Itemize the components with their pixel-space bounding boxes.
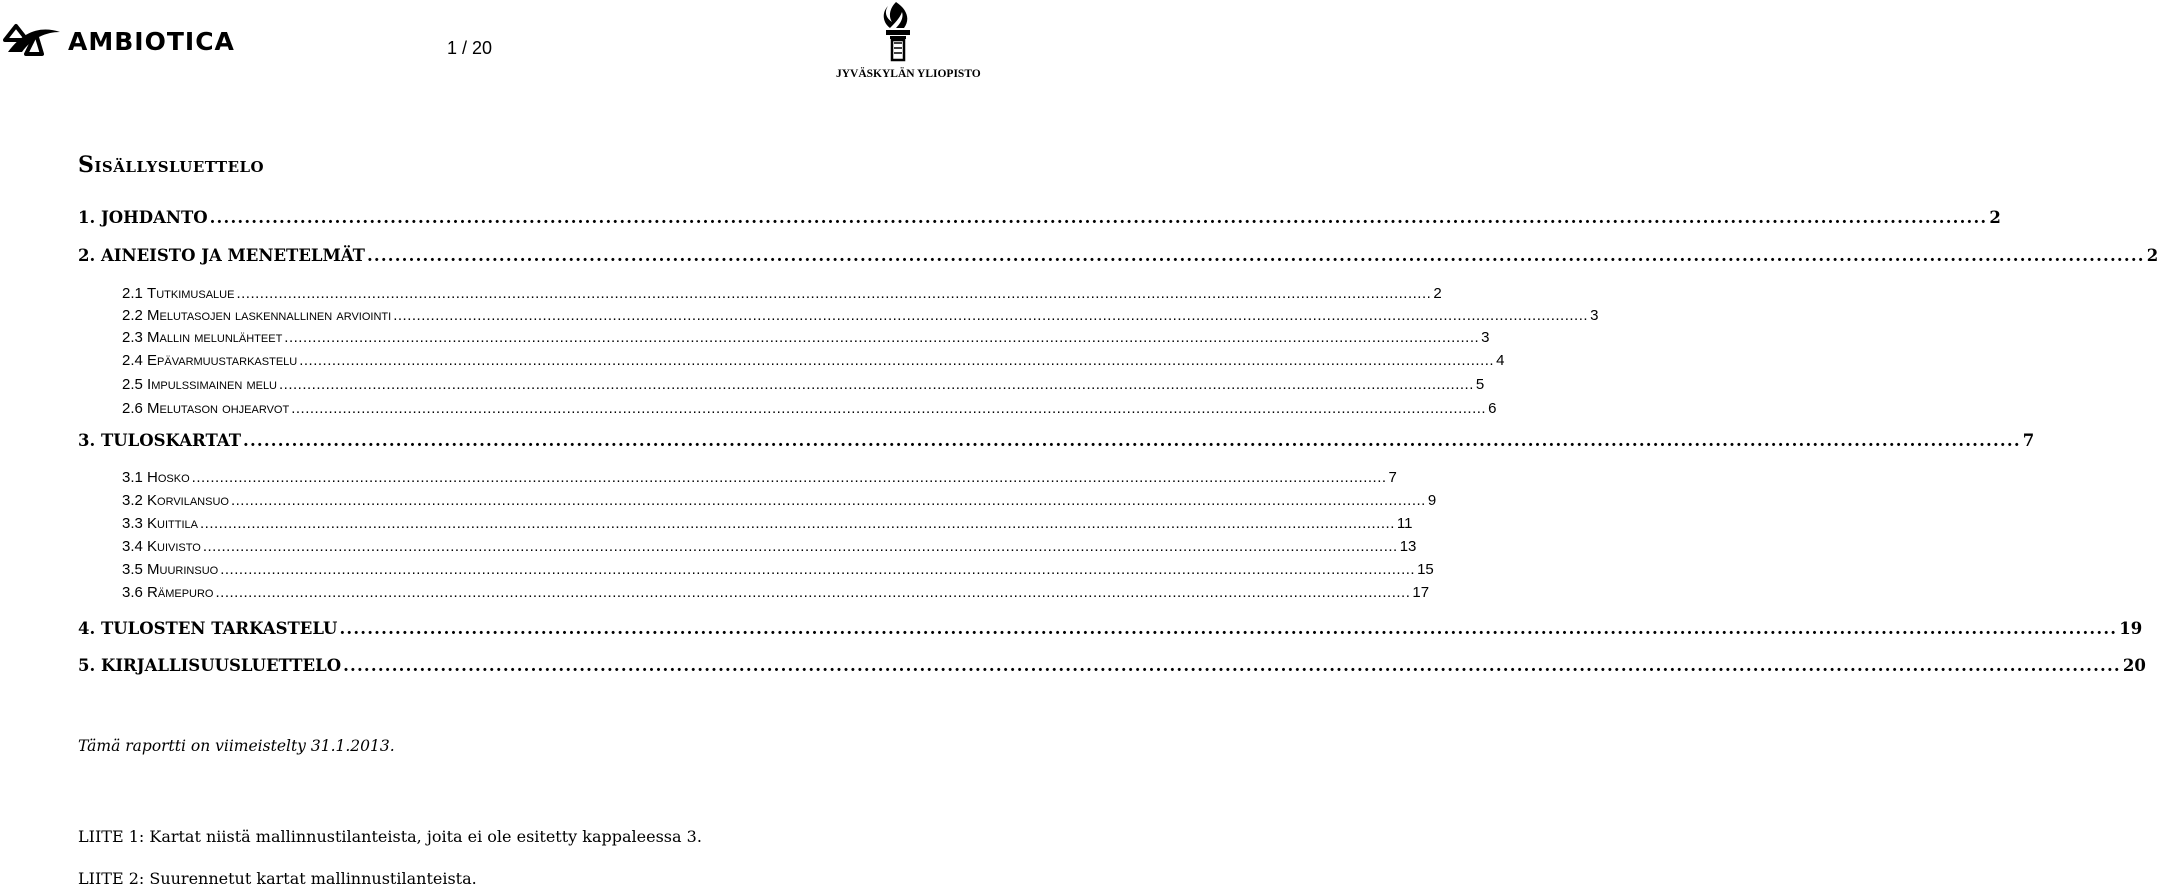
toc-title: Kuittila bbox=[147, 515, 198, 532]
toc-title: Hosko bbox=[147, 469, 190, 486]
toc-page-number: 3 bbox=[1590, 307, 1599, 324]
toc-title: Muurinsuo bbox=[147, 561, 219, 578]
toc-page-number: 5 bbox=[1475, 376, 1485, 393]
toc-title: TULOSTEN TARKASTELU bbox=[100, 619, 338, 638]
toc-leader bbox=[243, 431, 2021, 450]
toc-number: 2. bbox=[78, 246, 96, 265]
toc-page-number: 2 bbox=[2146, 246, 2158, 265]
ambiotica-swoosh-icon bbox=[2, 22, 64, 60]
toc-leader bbox=[367, 246, 2145, 265]
toc-leader bbox=[203, 538, 1398, 555]
toc-number: 2.5 bbox=[122, 376, 143, 393]
toc-number: 1. bbox=[78, 208, 96, 227]
toc-title: Korvilansuo bbox=[147, 492, 229, 509]
toc-title: KIRJALLISUUSLUETTELO bbox=[100, 656, 342, 675]
toc-entry[interactable] bbox=[122, 285, 1442, 302]
toc-heading: Sisällysluettelo bbox=[78, 152, 265, 178]
toc-entry[interactable] bbox=[122, 561, 1434, 578]
toc-leader bbox=[284, 329, 1479, 346]
toc-number: 3.4 bbox=[122, 538, 143, 555]
toc-entry[interactable] bbox=[78, 208, 2001, 227]
page-header bbox=[0, 0, 981, 100]
toc-leader bbox=[291, 400, 1486, 417]
toc-title: Kuivisto bbox=[147, 538, 201, 555]
toc-entry[interactable] bbox=[78, 619, 2143, 638]
toc-leader bbox=[393, 307, 1588, 324]
toc-page-number: 3 bbox=[1481, 329, 1490, 346]
toc-leader bbox=[210, 208, 1988, 227]
toc-title: Epävarmuustarkastelu bbox=[147, 352, 298, 369]
toc-leader bbox=[343, 656, 2121, 675]
toc-entry[interactable] bbox=[78, 431, 2035, 450]
toc-page-number: 7 bbox=[1388, 469, 1397, 486]
toc-number: 3. bbox=[78, 431, 96, 450]
appendix-item: LIITE 1: Kartat niistä mallinnustilanteista, joita ei ole esitetty kappaleessa 3. bbox=[78, 827, 702, 846]
toc-entry[interactable] bbox=[122, 492, 1437, 509]
toc-entry[interactable] bbox=[122, 352, 1505, 369]
toc-leader bbox=[339, 619, 2117, 638]
toc-page-number: 2 bbox=[1433, 285, 1442, 302]
toc-page-number: 17 bbox=[1412, 584, 1430, 601]
toc-entry[interactable] bbox=[122, 538, 1417, 555]
toc-page-number: 9 bbox=[1427, 492, 1437, 509]
toc-number: 2.1 bbox=[122, 285, 143, 302]
ambiotica-logo bbox=[2, 22, 235, 60]
toc-page-number: 19 bbox=[2119, 619, 2143, 638]
toc-title: JOHDANTO bbox=[100, 208, 208, 227]
toc-entry[interactable] bbox=[122, 515, 1413, 532]
toc-title: Rämepuro bbox=[147, 584, 214, 601]
toc-entry[interactable] bbox=[78, 656, 2146, 675]
toc-page-number: 15 bbox=[1417, 561, 1434, 578]
toc-entry[interactable] bbox=[122, 376, 1485, 393]
toc-title: AINEISTO JA MENETELMÄT bbox=[100, 246, 365, 265]
toc-number: 3.6 bbox=[122, 584, 143, 601]
toc-number: 5. bbox=[78, 656, 96, 675]
completion-note: Tämä raportti on viimeistelty 31.1.2013. bbox=[78, 737, 395, 755]
toc-number: 3.3 bbox=[122, 515, 143, 532]
toc-title: Impulssimainen melu bbox=[147, 376, 277, 393]
toc-number: 2.4 bbox=[122, 352, 143, 369]
toc-leader bbox=[200, 515, 1395, 532]
page-number: 1 / 20 bbox=[447, 38, 493, 58]
toc-number: 3.2 bbox=[122, 492, 143, 509]
ambiotica-wordmark: AMBIOTICA bbox=[68, 26, 235, 56]
university-name: JYVÄSKYLÄN YLIOPISTO bbox=[836, 68, 981, 80]
toc-leader bbox=[236, 285, 1431, 302]
toc-page-number: 13 bbox=[1399, 538, 1417, 555]
toc-leader bbox=[299, 352, 1494, 369]
toc-title: Melutason ohjearvot bbox=[147, 400, 290, 417]
toc-entry[interactable] bbox=[78, 246, 2158, 265]
toc-entry[interactable] bbox=[122, 307, 1599, 324]
toc-number: 4. bbox=[78, 619, 96, 638]
toc-leader bbox=[231, 492, 1426, 509]
toc-entry[interactable] bbox=[122, 329, 1490, 346]
toc-page-number: 4 bbox=[1496, 352, 1505, 369]
toc-number: 2.6 bbox=[122, 400, 143, 417]
toc-leader bbox=[279, 376, 1474, 393]
toc-page-number: 11 bbox=[1396, 515, 1413, 532]
toc-title: Mallin melunlähteet bbox=[147, 329, 283, 346]
toc-leader bbox=[192, 469, 1387, 486]
toc-entry[interactable] bbox=[122, 584, 1430, 601]
toc-page-number: 20 bbox=[2122, 656, 2146, 675]
toc-title: Tutkimusalue bbox=[147, 285, 235, 302]
university-logo bbox=[830, 0, 981, 90]
toc-number: 3.5 bbox=[122, 561, 143, 578]
toc-page-number: 2 bbox=[1989, 208, 2001, 227]
toc-entry[interactable] bbox=[122, 400, 1497, 417]
toc-leader bbox=[220, 561, 1415, 578]
toc-title: Melutasojen laskennallinen arviointi bbox=[147, 307, 392, 324]
toc-page-number: 7 bbox=[2022, 431, 2035, 450]
toc-title: TULOSKARTAT bbox=[100, 431, 241, 450]
appendix-item: LIITE 2: Suurennetut kartat mallinnustilanteista. bbox=[78, 869, 477, 888]
toc-number: 3.1 bbox=[122, 469, 143, 486]
toc-leader bbox=[215, 584, 1410, 601]
torch-icon bbox=[830, 0, 960, 66]
toc-number: 2.3 bbox=[122, 329, 143, 346]
toc-entry[interactable] bbox=[122, 469, 1397, 486]
toc-page-number: 6 bbox=[1488, 400, 1497, 417]
toc-number: 2.2 bbox=[122, 307, 143, 324]
